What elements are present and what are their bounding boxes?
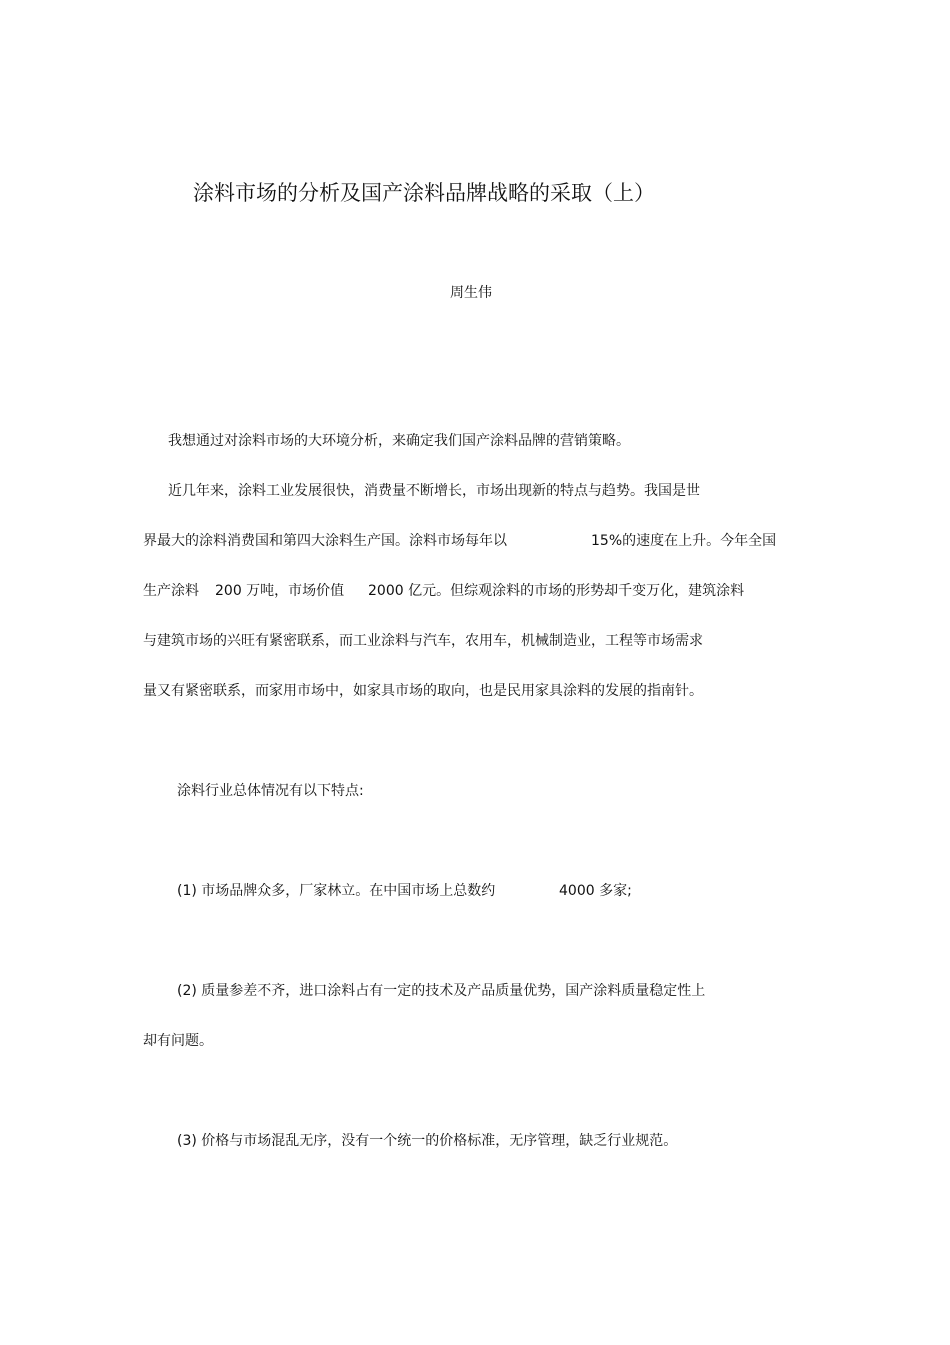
intro-paragraph: 我想通过对涂料市场的大环境分析，来确定我们国产涂料品牌的营销策略。 (168, 433, 630, 449)
feature2-line2: 却有问题。 (143, 1033, 213, 1049)
feature1-text: (1) 市场品牌众多，厂家林立。在中国市场上总数约 (177, 883, 496, 899)
paragraph1-line4: 与建筑市场的兴旺有紧密联系，而工业涂料与汽车，农用车，机械制造业，工程等市场需求 (143, 633, 703, 649)
paragraph1-line3b: 200 万吨，市场价值 (215, 583, 345, 599)
features-heading: 涂料行业总体情况有以下特点: (177, 783, 364, 799)
feature3-text: (3) 价格与市场混乱无序，没有一个统一的价格标准，无序管理，缺乏行业规范。 (177, 1133, 678, 1149)
paragraph1-line3a: 生产涂料 (143, 583, 199, 599)
paragraph1-line3c: 2000 亿元。但综观涂料的市场的形势却千变万化，建筑涂料 (368, 583, 745, 599)
paragraph1-line1: 近几年来，涂料工业发展很快，消费量不断增长，市场出现新的特点与趋势。我国是世 (168, 483, 700, 499)
feature1-count: 4000 多家; (559, 883, 632, 899)
feature2-line1: (2) 质量参差不齐，进口涂料占有一定的技术及产品质量优势，国产涂料质量稳定性上 (177, 983, 706, 999)
paragraph1-line2b: 15%的速度在上升。今年全国 (591, 533, 777, 549)
paragraph1-line5: 量又有紧密联系，而家用市场中，如家具市场的取向，也是民用家具涂料的发展的指南针。 (143, 683, 703, 699)
document-title: 涂料市场的分析及国产涂料品牌战略的采取（上） (193, 181, 655, 205)
document-author: 周生伟 (450, 285, 492, 301)
paragraph1-line2a: 界最大的涂料消费国和第四大涂料生产国。涂料市场每年以 (143, 533, 507, 549)
